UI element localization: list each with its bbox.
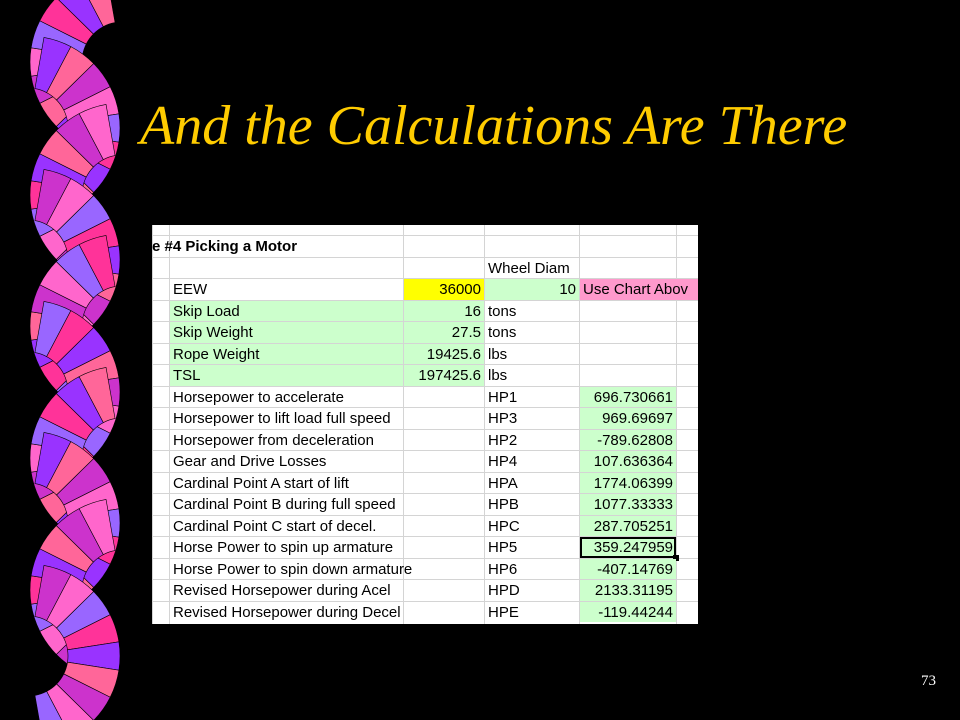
calc-label: Horsepower to accelerate bbox=[173, 388, 344, 406]
eew-value: 36000 bbox=[404, 279, 484, 300]
input-value: 197425.6 bbox=[404, 365, 484, 386]
sheet-heading: e #4 Picking a Motor bbox=[152, 238, 298, 255]
calc-value[interactable]: 107.636364 bbox=[580, 451, 676, 472]
calc-code: HP5 bbox=[488, 539, 518, 556]
input-label: Skip Weight bbox=[170, 322, 403, 343]
input-value: 27.5 bbox=[404, 322, 484, 343]
calc-label: Gear and Drive Losses bbox=[173, 453, 327, 470]
calc-code: HPC bbox=[488, 517, 520, 535]
calc-value[interactable]: -789.62808 bbox=[580, 430, 676, 451]
selected-cell[interactable]: 359.247959 bbox=[580, 537, 676, 558]
calc-label: Cardinal Point A start of lift bbox=[173, 474, 349, 492]
calc-label: Horsepower to lift load full speed bbox=[173, 410, 391, 427]
calc-label: Revised Horsepower during Acel bbox=[173, 582, 391, 599]
calc-value[interactable]: 696.730661 bbox=[580, 387, 676, 408]
calc-code: HPD bbox=[488, 582, 520, 599]
calc-label: Horsepower from deceleration bbox=[173, 431, 374, 449]
calc-label: Revised Horsepower during Decel bbox=[173, 603, 401, 621]
input-label: Rope Weight bbox=[170, 344, 403, 365]
calc-code: HP4 bbox=[488, 453, 518, 470]
calc-value[interactable]: -407.14769 bbox=[580, 559, 676, 580]
calc-value[interactable]: 2133.31195 bbox=[580, 580, 676, 601]
calc-label: Cardinal Point B during full speed bbox=[173, 496, 396, 513]
input-unit: tons bbox=[488, 324, 517, 341]
wheel-diam-header: Wheel Diam bbox=[488, 259, 570, 277]
wheel-diam-value: 10 bbox=[485, 279, 579, 300]
input-value: 16 bbox=[404, 301, 484, 322]
calc-code: HP3 bbox=[488, 410, 518, 427]
calc-value[interactable]: 287.705251 bbox=[580, 516, 676, 537]
input-label: Skip Load bbox=[170, 301, 403, 322]
calc-code: HPE bbox=[488, 603, 519, 621]
eew-label: EEW bbox=[173, 281, 208, 298]
chart-note: Use Chart Abov bbox=[580, 279, 698, 300]
input-value: 19425.6 bbox=[404, 344, 484, 365]
input-unit: tons bbox=[488, 302, 517, 320]
calc-value[interactable]: 969.69697 bbox=[580, 408, 676, 429]
calc-value[interactable]: 1077.33333 bbox=[580, 494, 676, 515]
calc-code: HP6 bbox=[488, 560, 518, 578]
calc-code: HP1 bbox=[488, 388, 518, 406]
input-unit: lbs bbox=[488, 345, 508, 363]
calc-code: HPB bbox=[488, 496, 519, 513]
calc-label: Horse Power to spin up armature bbox=[173, 539, 394, 556]
spreadsheet-screenshot bbox=[152, 225, 698, 624]
calc-value[interactable]: 1774.06399 bbox=[580, 473, 676, 494]
calc-value[interactable]: -119.44244 bbox=[580, 602, 676, 623]
decorative-fan-border bbox=[0, 0, 130, 720]
calc-code: HP2 bbox=[488, 431, 518, 449]
calc-code: HPA bbox=[488, 474, 518, 492]
page-number: 73 bbox=[921, 673, 936, 689]
calc-label: Horse Power to spin down armature bbox=[173, 560, 413, 578]
input-label: TSL bbox=[170, 365, 403, 386]
slide-title: And the Calculations Are There bbox=[140, 95, 848, 157]
calc-label: Cardinal Point C start of decel. bbox=[173, 517, 377, 535]
input-unit: lbs bbox=[488, 367, 508, 384]
